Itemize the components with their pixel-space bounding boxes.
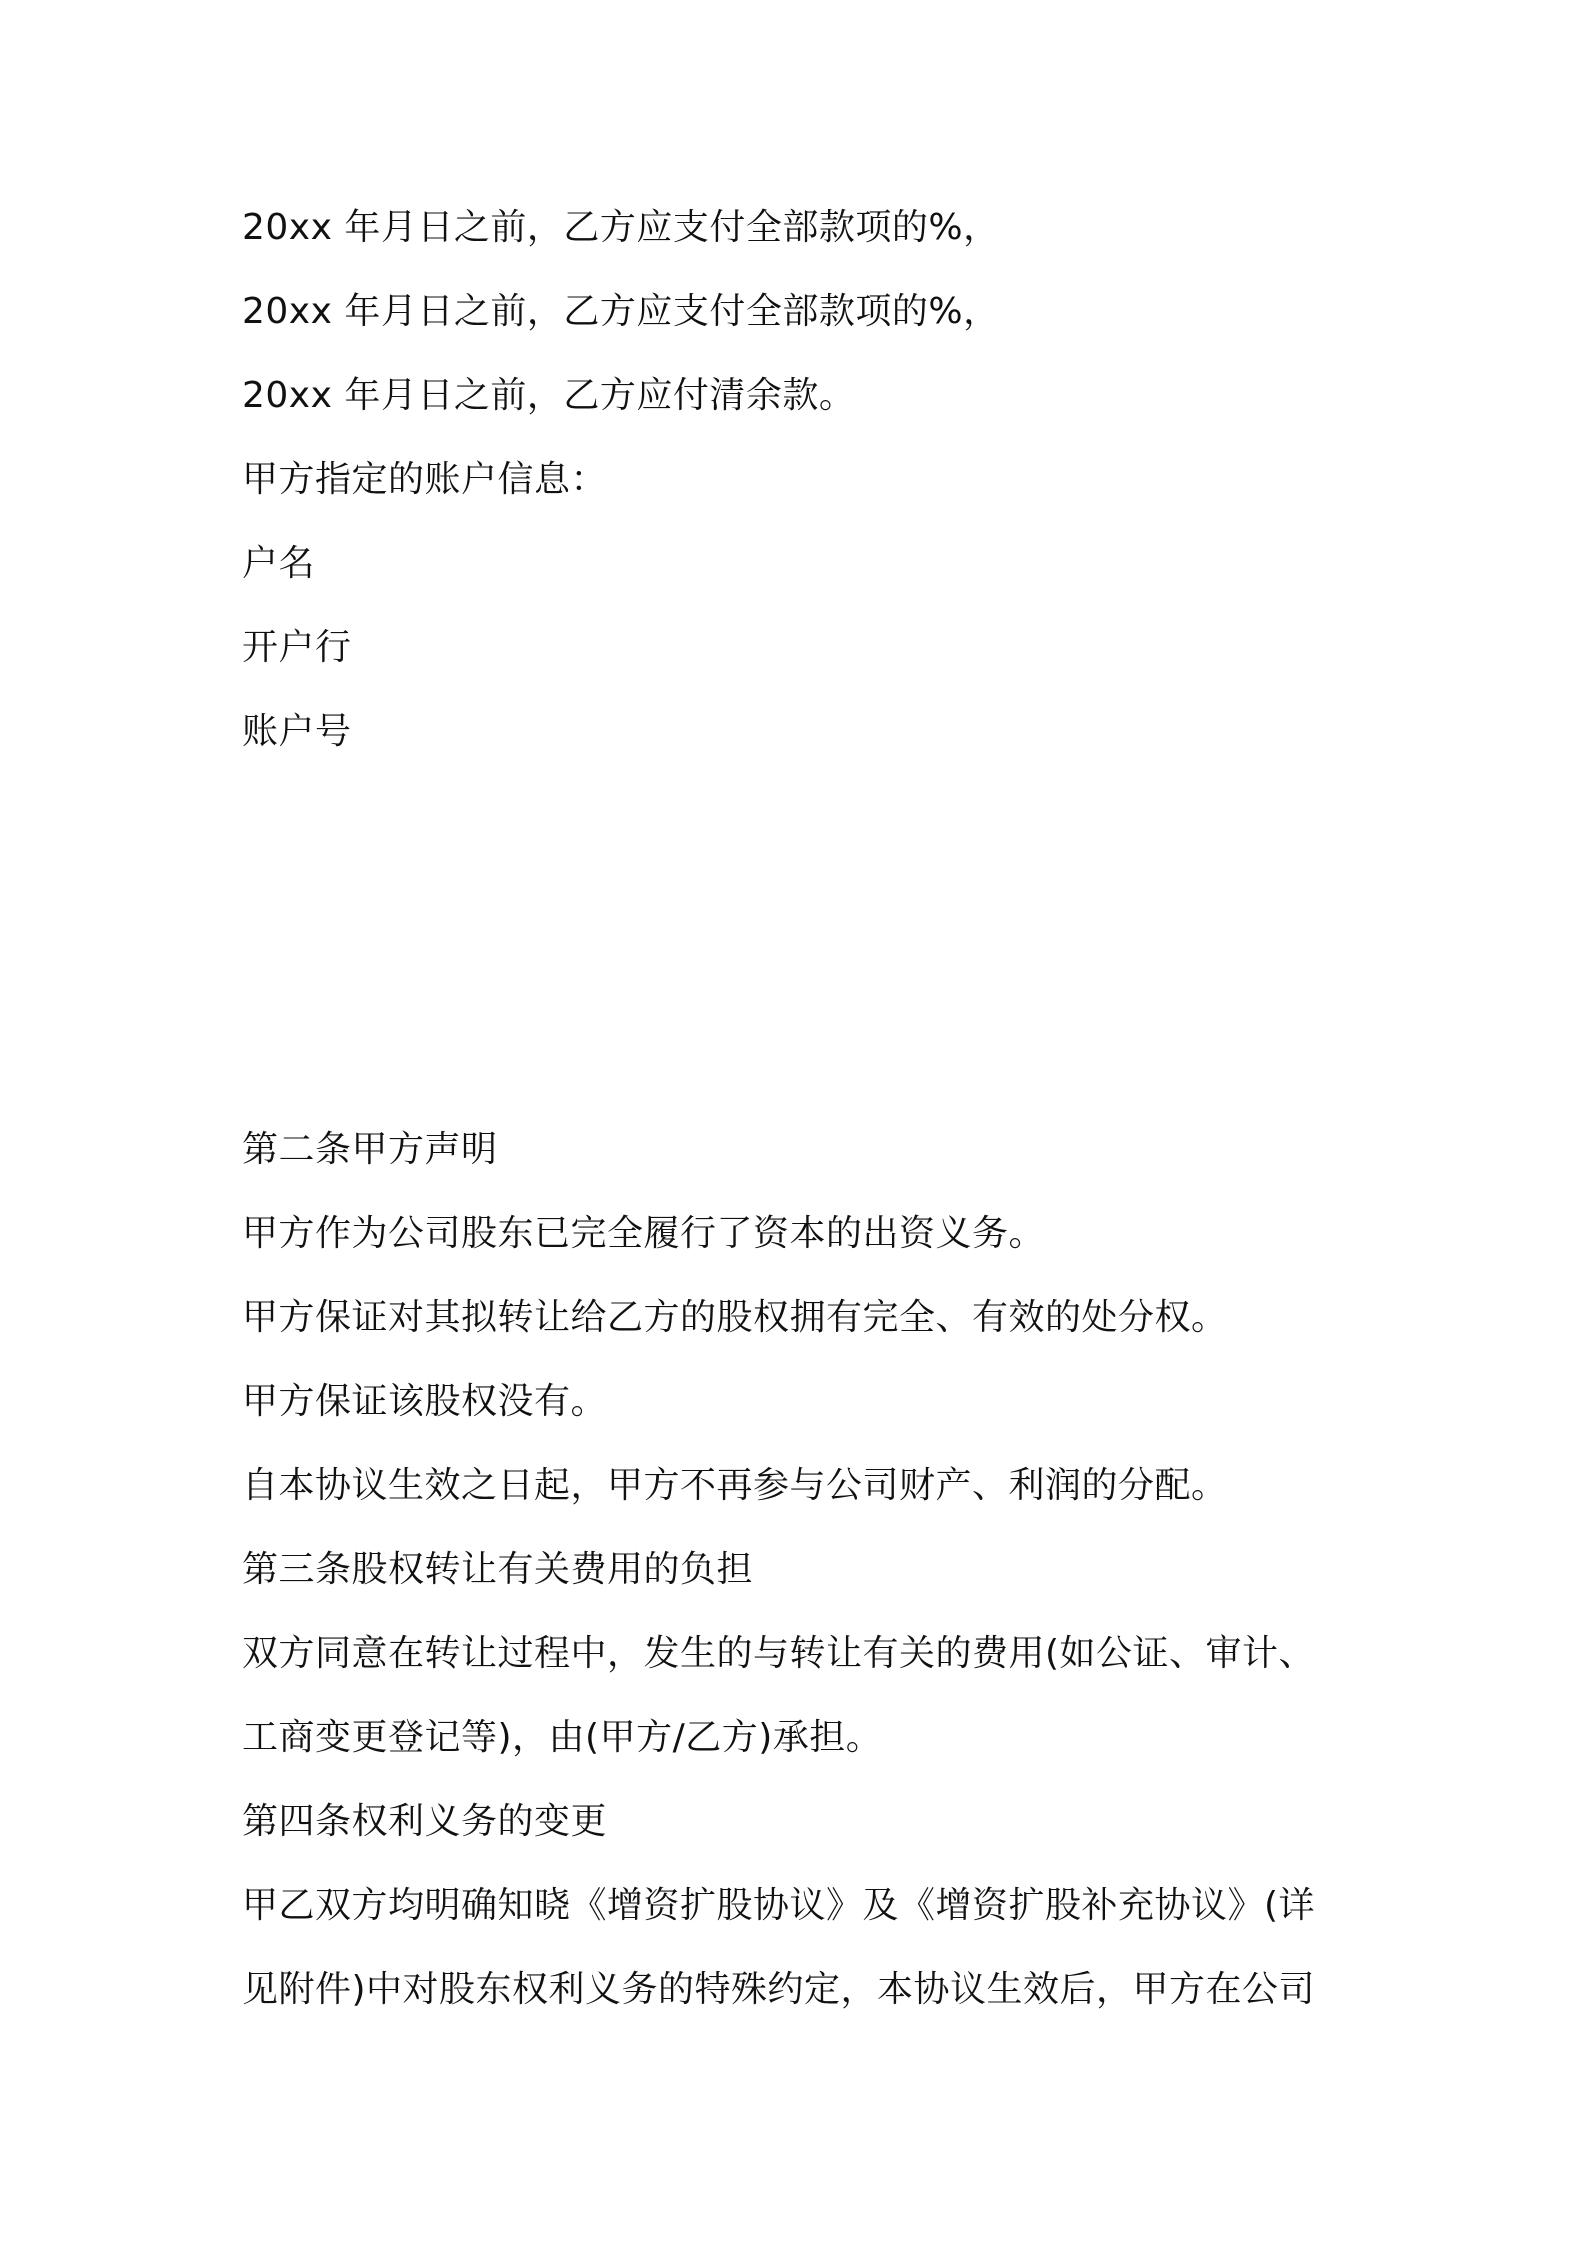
account-name-label: 户名: [242, 543, 316, 584]
account-number-label: 账户号: [242, 711, 352, 752]
article-4-line-2: 见附件)中对股东权利义务的特殊约定，本协议生效后，甲方在公司: [242, 1969, 1316, 2010]
article-4-line-1: 甲乙双方均明确知晓《增资扩股协议》及《增资扩股补充协议》(详: [242, 1885, 1316, 1926]
article-3-line-1: 双方同意在转让过程中，发生的与转让有关的费用(如公证、审计、: [242, 1633, 1316, 1674]
article-3-line-2: 工商变更登记等)，由(甲方/乙方)承担。: [242, 1717, 883, 1758]
account-info-heading: 甲方指定的账户信息：: [242, 459, 608, 500]
article-2-line-3: 甲方保证该股权没有。: [242, 1381, 608, 1422]
payment-line-2: 20xx 年月日之前，乙方应支付全部款项的%，: [242, 291, 1000, 332]
article-3-heading: 第三条股权转让有关费用的负担: [242, 1549, 754, 1590]
article-2-line-1: 甲方作为公司股东已完全履行了资本的出资义务。: [242, 1213, 1046, 1254]
payment-line-3: 20xx 年月日之前，乙方应付清余款。: [242, 375, 856, 416]
article-2-line-4: 自本协议生效之日起，甲方不再参与公司财产、利润的分配。: [242, 1465, 1228, 1506]
article-2-heading: 第二条甲方声明: [242, 1129, 498, 1170]
bank-name-label: 开户行: [242, 627, 352, 668]
article-2-line-2: 甲方保证对其拟转让给乙方的股权拥有完全、有效的处分权。: [242, 1297, 1228, 1338]
payment-line-1: 20xx 年月日之前，乙方应支付全部款项的%，: [242, 207, 1000, 248]
article-4-heading: 第四条权利义务的变更: [242, 1801, 608, 1842]
